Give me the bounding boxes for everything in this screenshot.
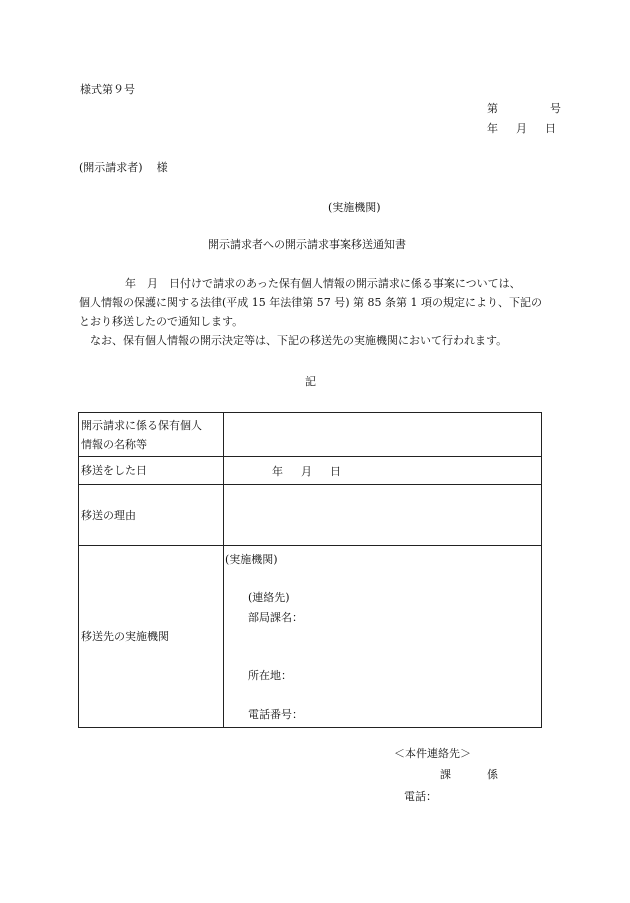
row-info-name-label-line2: 情報の名称等	[81, 437, 147, 451]
destination-contact: (連絡先)	[248, 591, 290, 604]
row-transfer-reason-label: 移送の理由	[79, 485, 224, 546]
body-line-1: 年 月 日付けで請求のあった保有個人情報の開示請求に係る事案については、	[125, 277, 521, 290]
form-number: 様式第９号	[80, 83, 135, 96]
issue-date-year: 年	[487, 122, 498, 135]
row-destination-agency-value	[224, 546, 542, 728]
transfer-table	[78, 412, 542, 728]
row-transfer-date-value	[224, 457, 542, 485]
row-info-name-value	[224, 413, 542, 457]
doc-number-prefix: 第	[487, 102, 498, 115]
contact-section	[440, 769, 498, 780]
body-line-2: 個人情報の保護に関する法律(平成 15 年法律第 57 号) 第 85 条第 1 項の規定により、下記の	[79, 296, 543, 309]
destination-address: 所在地：	[248, 669, 292, 682]
contact-section-ka: 課	[440, 768, 451, 781]
issue-date-month: 月	[516, 122, 527, 135]
doc-number	[487, 103, 561, 114]
transfer-date-year: 年	[272, 464, 283, 478]
destination-agency: (実施機関)	[225, 553, 278, 566]
sender: (実施機関)	[328, 201, 381, 214]
destination-phone: 電話番号：	[248, 708, 303, 721]
ki-mark: 記	[305, 375, 316, 388]
row-transfer-date-label: 移送をした日	[79, 457, 224, 485]
contact-phone: 電話：	[404, 790, 437, 803]
issue-date	[487, 123, 556, 134]
doc-number-suffix: 号	[550, 102, 561, 115]
body-line-4: なお、保有個人情報の開示決定等は、下記の移送先の実施機関において行われます。	[90, 334, 508, 347]
row-destination-agency-label: 移送先の実施機関	[79, 546, 224, 728]
row-info-name-label	[79, 413, 224, 457]
row-destination-agency	[79, 546, 542, 728]
document-title: 開示請求者への開示請求事案移送通知書	[208, 238, 406, 251]
row-transfer-date	[79, 457, 542, 485]
recipient-honorific: 様	[156, 161, 168, 174]
contact-heading: ＜本件連絡先＞	[394, 747, 471, 760]
row-info-name	[79, 413, 542, 457]
transfer-date-day: 日	[330, 464, 341, 478]
recipient	[79, 162, 168, 173]
body-line-3: とおり移送したので通知します。	[79, 315, 244, 328]
transfer-date-month: 月	[301, 464, 312, 478]
row-info-name-label-line1: 開示請求に係る保有個人	[81, 418, 202, 432]
destination-dept: 部局課名：	[248, 611, 303, 624]
contact-section-kakari: 係	[487, 768, 498, 781]
issue-date-day: 日	[545, 122, 556, 135]
row-transfer-reason-value	[224, 485, 542, 546]
recipient-name: (開示請求者)	[79, 161, 143, 174]
body-text	[79, 278, 549, 354]
row-transfer-reason	[79, 485, 542, 546]
